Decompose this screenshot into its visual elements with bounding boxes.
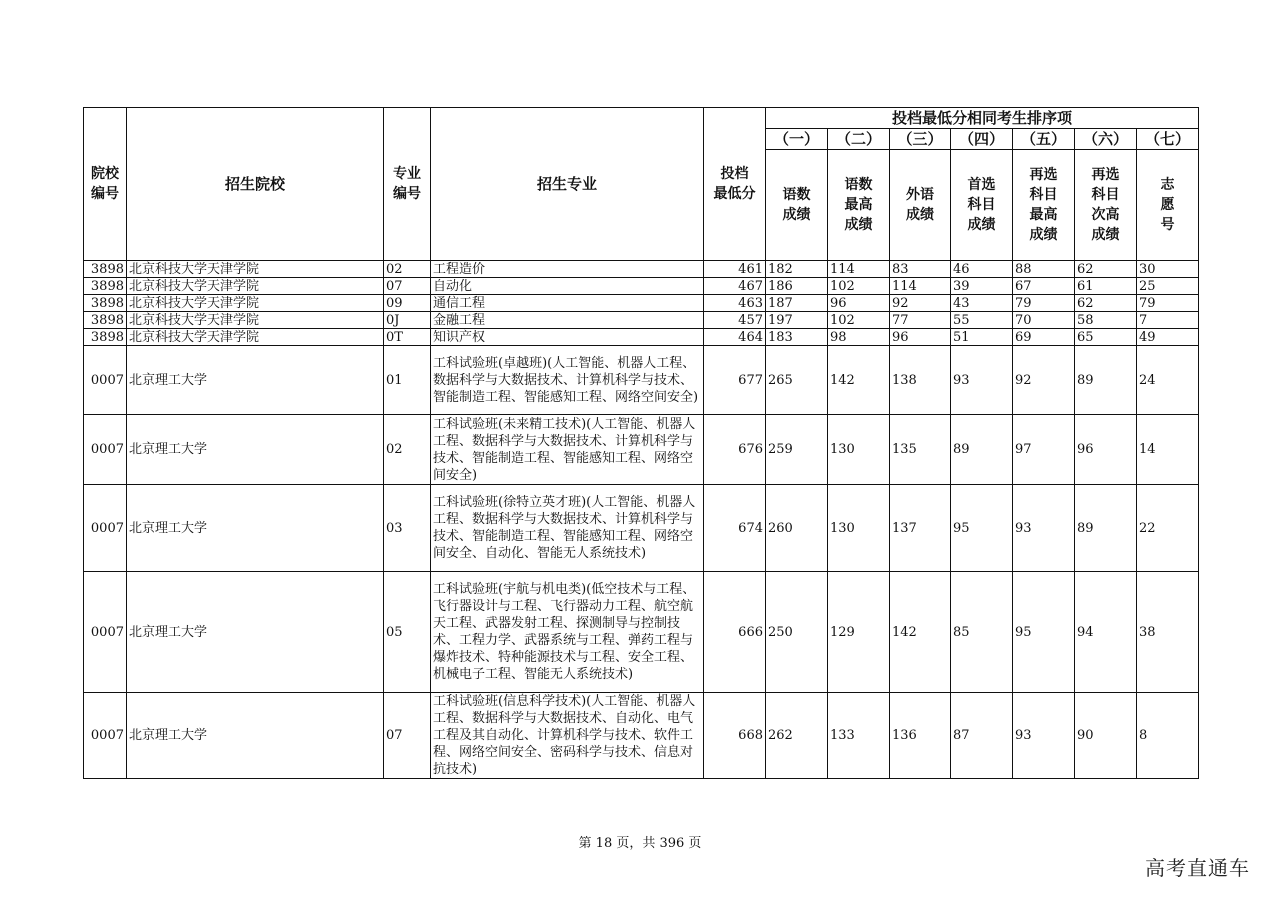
rank-value-cell: 58	[1075, 312, 1137, 329]
header-rank-item: 首选 科目 成绩	[951, 150, 1013, 261]
rank-value-cell: 90	[1075, 693, 1137, 779]
school-code-cell: 3898	[84, 261, 127, 278]
major-name-cell: 工科试验班(卓越班)(人工智能、机器人工程、数据科学与大数据技术、计算机科学与技术、智能制造工程、智能感知工程、网络空间安全)	[431, 346, 704, 415]
rank-value-cell: 89	[1075, 346, 1137, 415]
major-code-cell: 0J	[384, 312, 431, 329]
rank-value-cell: 65	[1075, 329, 1137, 346]
rank-value-cell: 87	[951, 693, 1013, 779]
rank-value-cell: 88	[1013, 261, 1075, 278]
school-name-cell: 北京理工大学	[127, 415, 384, 485]
watermark: 高考直通车	[1145, 856, 1250, 880]
rank-value-cell: 92	[890, 295, 951, 312]
table-row	[84, 329, 1199, 346]
school-name-cell: 北京科技大学天津学院	[127, 295, 384, 312]
major-name-cell: 工科试验班(未来精工技术)(人工智能、机器人工程、数据科学与大数据技术、计算机科学与技术、智能制造工程、智能感知工程、网络空间安全)	[431, 415, 704, 485]
rank-value-cell: 22	[1137, 485, 1199, 572]
header-school-code-text: 院校 编号	[91, 166, 119, 202]
header-rank-number: （五）	[1013, 129, 1075, 150]
rank-value-cell: 69	[1013, 329, 1075, 346]
major-name-cell: 工程造价	[431, 261, 704, 278]
rank-value-cell: 250	[766, 572, 828, 693]
rank-value-cell: 43	[951, 295, 1013, 312]
rank-value-cell: 70	[1013, 312, 1075, 329]
header-rank-group: 投档最低分相同考生排序项	[766, 108, 1199, 129]
rank-value-cell: 25	[1137, 278, 1199, 295]
rank-value-cell: 129	[828, 572, 890, 693]
rank-value-cell: 95	[1013, 572, 1075, 693]
rank-value-cell: 46	[951, 261, 1013, 278]
min-score-cell: 461	[704, 261, 766, 278]
rank-value-cell: 14	[1137, 415, 1199, 485]
rank-value-cell: 186	[766, 278, 828, 295]
school-code-cell: 3898	[84, 278, 127, 295]
header-rank-number: （七）	[1137, 129, 1199, 150]
school-code-cell: 3898	[84, 312, 127, 329]
header-rank-item: 志 愿 号	[1137, 150, 1199, 261]
rank-value-cell: 114	[890, 278, 951, 295]
min-score-cell: 464	[704, 329, 766, 346]
rank-value-cell: 92	[1013, 346, 1075, 415]
table-row	[84, 261, 1199, 278]
table-row	[84, 572, 1199, 693]
rank-value-cell: 142	[890, 572, 951, 693]
admission-score-table	[83, 107, 1199, 779]
table-row	[84, 295, 1199, 312]
table-row	[84, 312, 1199, 329]
school-code-cell: 0007	[84, 415, 127, 485]
min-score-cell: 676	[704, 415, 766, 485]
rank-value-cell: 130	[828, 485, 890, 572]
rank-value-cell: 130	[828, 415, 890, 485]
rank-value-cell: 187	[766, 295, 828, 312]
rank-value-cell: 98	[828, 329, 890, 346]
table-row	[84, 485, 1199, 572]
header-school-code	[84, 108, 127, 261]
school-code-cell: 3898	[84, 329, 127, 346]
rank-value-cell: 102	[828, 278, 890, 295]
page-footer: 第 18 页，共 396 页	[578, 836, 702, 851]
rank-value-cell: 97	[1013, 415, 1075, 485]
header-major-name-text: 招生专业	[536, 175, 597, 193]
rank-value-cell: 136	[890, 693, 951, 779]
header-rank-number: （四）	[951, 129, 1013, 150]
rank-value-cell: 183	[766, 329, 828, 346]
rank-value-cell: 89	[1075, 485, 1137, 572]
rank-value-cell: 262	[766, 693, 828, 779]
table-row	[84, 278, 1199, 295]
school-code-cell: 0007	[84, 693, 127, 779]
rank-value-cell: 79	[1013, 295, 1075, 312]
rank-value-cell: 93	[1013, 693, 1075, 779]
header-rank-number: （一）	[766, 129, 828, 150]
header-rank-item: 再选 科目 次高 成绩	[1075, 150, 1137, 261]
rank-value-cell: 96	[890, 329, 951, 346]
rank-value-cell: 93	[1013, 485, 1075, 572]
rank-value-cell: 94	[1075, 572, 1137, 693]
major-code-cell: 01	[384, 346, 431, 415]
school-name-cell: 北京科技大学天津学院	[127, 329, 384, 346]
min-score-cell: 467	[704, 278, 766, 295]
major-name-cell: 工科试验班(宇航与机电类)(低空技术与工程、飞行器设计与工程、飞行器动力工程、航空航天工程、武器发射工程、探测制导与控制技术、工程力学、武器系统与工程、弹药工程与爆炸技术、特种能源技术与工程、安全工程、机械电子工程、智能无人系统技术)	[431, 572, 704, 693]
rank-value-cell: 67	[1013, 278, 1075, 295]
header-rank-item: 语数 最高 成绩	[828, 150, 890, 261]
school-name-cell: 北京科技大学天津学院	[127, 312, 384, 329]
school-name-cell: 北京理工大学	[127, 693, 384, 779]
major-name-cell: 知识产权	[431, 329, 704, 346]
header-min-score	[704, 108, 766, 261]
school-name-cell: 北京科技大学天津学院	[127, 261, 384, 278]
header-rank-item: 语数 成绩	[766, 150, 828, 261]
header-rank-number: （三）	[890, 129, 951, 150]
min-score-cell: 666	[704, 572, 766, 693]
major-name-cell: 自动化	[431, 278, 704, 295]
rank-value-cell: 55	[951, 312, 1013, 329]
major-name-cell: 工科试验班(徐特立英才班)(人工智能、机器人工程、数据科学与大数据技术、计算机科学与技术、智能制造工程、智能感知工程、网络空间安全、自动化、智能无人系统技术)	[431, 485, 704, 572]
rank-value-cell: 51	[951, 329, 1013, 346]
rank-value-cell: 138	[890, 346, 951, 415]
rank-value-cell: 61	[1075, 278, 1137, 295]
rank-value-cell: 102	[828, 312, 890, 329]
rank-value-cell: 85	[951, 572, 1013, 693]
rank-value-cell: 96	[828, 295, 890, 312]
rank-value-cell: 265	[766, 346, 828, 415]
header-rank-number: （六）	[1075, 129, 1137, 150]
rank-value-cell: 49	[1137, 329, 1199, 346]
rank-value-cell: 197	[766, 312, 828, 329]
school-name-cell: 北京科技大学天津学院	[127, 278, 384, 295]
header-min-score-text: 投档 最低分	[713, 166, 756, 202]
rank-value-cell: 95	[951, 485, 1013, 572]
rank-value-cell: 79	[1137, 295, 1199, 312]
rank-value-cell: 7	[1137, 312, 1199, 329]
min-score-cell: 674	[704, 485, 766, 572]
major-code-cell: 07	[384, 693, 431, 779]
min-score-cell: 457	[704, 312, 766, 329]
rank-value-cell: 259	[766, 415, 828, 485]
major-code-cell: 02	[384, 415, 431, 485]
header-school-name	[127, 108, 384, 261]
rank-value-cell: 137	[890, 485, 951, 572]
rank-value-cell: 142	[828, 346, 890, 415]
rank-value-cell: 39	[951, 278, 1013, 295]
rank-value-cell: 38	[1137, 572, 1199, 693]
table-row	[84, 346, 1199, 415]
major-name-cell: 通信工程	[431, 295, 704, 312]
rank-value-cell: 89	[951, 415, 1013, 485]
school-name-cell: 北京理工大学	[127, 572, 384, 693]
min-score-cell: 463	[704, 295, 766, 312]
school-name-cell: 北京理工大学	[127, 346, 384, 415]
school-name-cell: 北京理工大学	[127, 485, 384, 572]
school-code-cell: 0007	[84, 572, 127, 693]
major-code-cell: 09	[384, 295, 431, 312]
rank-value-cell: 77	[890, 312, 951, 329]
rank-value-cell: 93	[951, 346, 1013, 415]
rank-value-cell: 133	[828, 693, 890, 779]
rank-value-cell: 260	[766, 485, 828, 572]
rank-value-cell: 8	[1137, 693, 1199, 779]
major-code-cell: 03	[384, 485, 431, 572]
rank-value-cell: 83	[890, 261, 951, 278]
major-code-cell: 0T	[384, 329, 431, 346]
min-score-cell: 668	[704, 693, 766, 779]
header-rank-number: （二）	[828, 129, 890, 150]
min-score-cell: 677	[704, 346, 766, 415]
school-code-cell: 0007	[84, 346, 127, 415]
rank-value-cell: 24	[1137, 346, 1199, 415]
major-code-cell: 02	[384, 261, 431, 278]
rank-value-cell: 62	[1075, 295, 1137, 312]
table-row	[84, 693, 1199, 779]
major-name-cell: 工科试验班(信息科学技术)(人工智能、机器人工程、数据科学与大数据技术、自动化、电气工程及其自动化、计算机科学与技术、软件工程、网络空间安全、密码科学与技术、信息对抗技术)	[431, 693, 704, 779]
header-school-name-text: 招生院校	[224, 175, 285, 193]
major-code-cell: 07	[384, 278, 431, 295]
table-row	[84, 415, 1199, 485]
header-major-code-text: 专业 编号	[393, 166, 421, 202]
rank-value-cell: 30	[1137, 261, 1199, 278]
rank-value-cell: 114	[828, 261, 890, 278]
major-code-cell: 05	[384, 572, 431, 693]
rank-value-cell: 182	[766, 261, 828, 278]
school-code-cell: 3898	[84, 295, 127, 312]
header-rank-item: 外语 成绩	[890, 150, 951, 261]
major-name-cell: 金融工程	[431, 312, 704, 329]
rank-value-cell: 62	[1075, 261, 1137, 278]
header-major-code	[384, 108, 431, 261]
header-rank-item: 再选 科目 最高 成绩	[1013, 150, 1075, 261]
rank-value-cell: 135	[890, 415, 951, 485]
header-major-name	[431, 108, 704, 261]
rank-value-cell: 96	[1075, 415, 1137, 485]
school-code-cell: 0007	[84, 485, 127, 572]
